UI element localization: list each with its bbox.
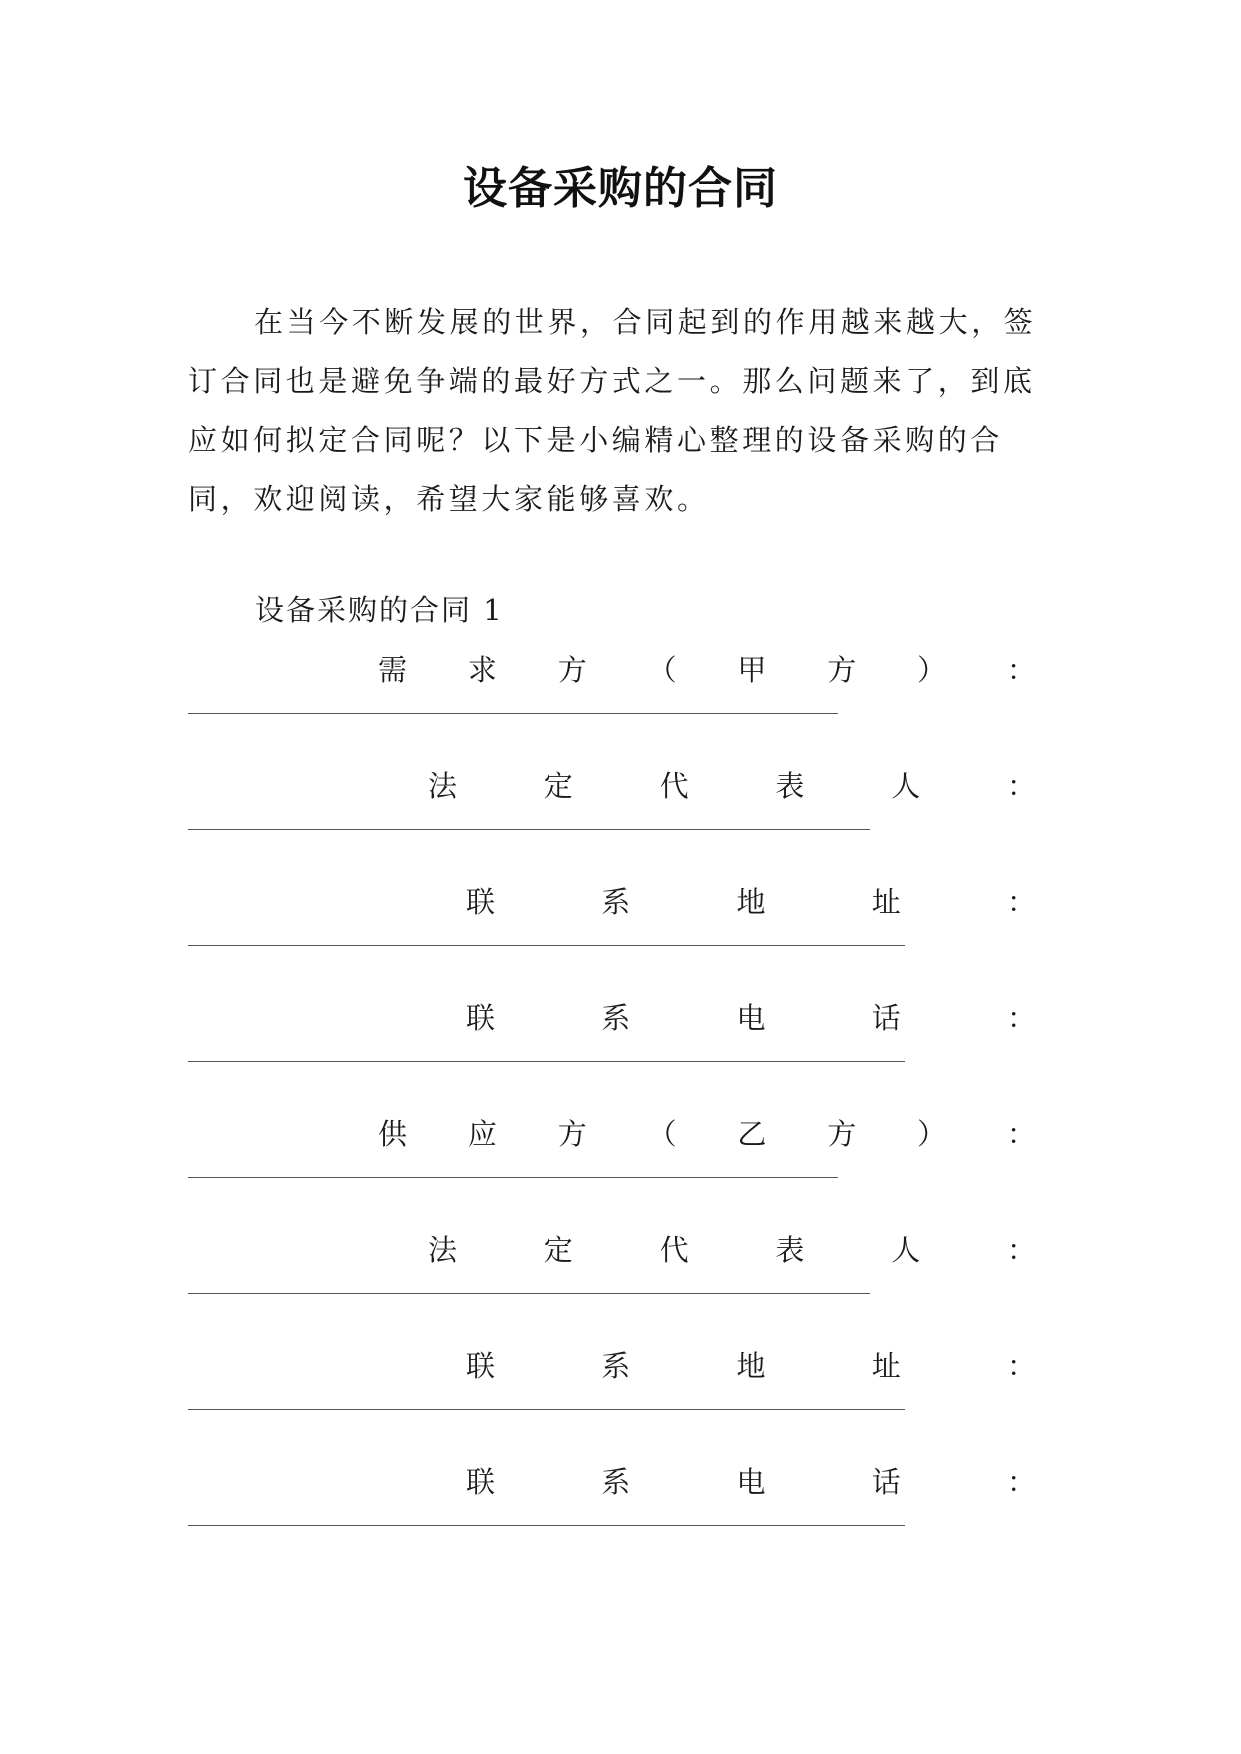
- field-label-char: ）: [917, 652, 947, 687]
- field-label-char: ：: [1006, 884, 1036, 919]
- field-label-char: 方: [827, 652, 857, 687]
- field-label-char: 法: [428, 768, 458, 803]
- field-label-char: ：: [1006, 1464, 1036, 1499]
- fill-in-blank-line[interactable]: [188, 1409, 905, 1410]
- field-label-row: [466, 1344, 1036, 1384]
- field-label-char: 法: [428, 1232, 458, 1267]
- field-label-row: [378, 648, 1036, 688]
- field-label-char: 代: [659, 768, 689, 803]
- field-label-char: 方: [557, 1116, 587, 1151]
- intro-paragraph: 在当今不断发展的世界，合同起到的作用越来越大，签订合同也是避免争端的最好方式之一。那么问题来了，到底应如何拟定合同呢？以下是小编精心整理的设备采购的合同，欢迎阅读，希望大家能够喜欢。: [188, 305, 1037, 516]
- section-title: 设备采购的合同 1: [255, 593, 504, 627]
- field-label-char: （: [647, 652, 677, 687]
- field-label-char: 地: [736, 884, 766, 919]
- field-label-char: 系: [601, 1348, 631, 1383]
- field-label-char: 联: [466, 884, 496, 919]
- field-label-char: 求: [467, 652, 497, 687]
- field-label-char: ：: [1006, 1116, 1036, 1151]
- field-label-row: [428, 764, 1036, 804]
- field-label-char: ：: [1006, 652, 1036, 687]
- field-label-char: ：: [1006, 1232, 1036, 1267]
- field-label-row: [466, 996, 1036, 1036]
- fill-in-blank-line[interactable]: [188, 1293, 870, 1294]
- field-label-char: ：: [1006, 768, 1036, 803]
- field-label-char: 电: [736, 1464, 766, 1499]
- field-label-char: 址: [871, 884, 901, 919]
- field-label-row: [428, 1228, 1036, 1268]
- field-label-char: 联: [466, 1348, 496, 1383]
- field-label-char: 人: [891, 768, 921, 803]
- field-label-char: 系: [601, 1000, 631, 1035]
- field-label-char: 供: [378, 1116, 408, 1151]
- document-title: 设备采购的合同: [463, 163, 778, 214]
- field-label-char: 话: [871, 1464, 901, 1499]
- field-label-char: 址: [871, 1348, 901, 1383]
- field-label-char: 应: [467, 1116, 497, 1151]
- field-label-char: 系: [601, 1464, 631, 1499]
- fill-in-blank-line[interactable]: [188, 713, 838, 714]
- field-label-char: 需: [378, 652, 408, 687]
- field-label-char: 甲: [737, 652, 767, 687]
- field-label-char: ）: [917, 1116, 947, 1151]
- field-label-char: 系: [601, 884, 631, 919]
- fill-in-blank-line[interactable]: [188, 945, 905, 946]
- fill-in-blank-line[interactable]: [188, 1177, 838, 1178]
- field-label-row: [378, 1112, 1036, 1152]
- field-label-char: 定: [543, 1232, 573, 1267]
- field-label-char: 表: [775, 1232, 805, 1267]
- field-label-char: 表: [775, 768, 805, 803]
- field-label-char: 联: [466, 1000, 496, 1035]
- field-label-char: 代: [659, 1232, 689, 1267]
- fill-in-blank-line[interactable]: [188, 1061, 905, 1062]
- field-label-char: 人: [891, 1232, 921, 1267]
- field-label-row: [466, 880, 1036, 920]
- field-label-char: 定: [543, 768, 573, 803]
- field-label-char: ：: [1006, 1000, 1036, 1035]
- fill-in-blank-line[interactable]: [188, 829, 870, 830]
- field-label-char: 联: [466, 1464, 496, 1499]
- field-label-char: 方: [827, 1116, 857, 1151]
- field-label-row: [466, 1460, 1036, 1500]
- field-label-char: 地: [736, 1348, 766, 1383]
- field-label-char: 话: [871, 1000, 901, 1035]
- fill-in-blank-line[interactable]: [188, 1525, 905, 1526]
- field-label-char: 乙: [737, 1116, 767, 1151]
- field-label-char: （: [647, 1116, 677, 1151]
- field-label-char: 电: [736, 1000, 766, 1035]
- field-label-char: 方: [557, 652, 587, 687]
- field-label-char: ：: [1006, 1348, 1036, 1383]
